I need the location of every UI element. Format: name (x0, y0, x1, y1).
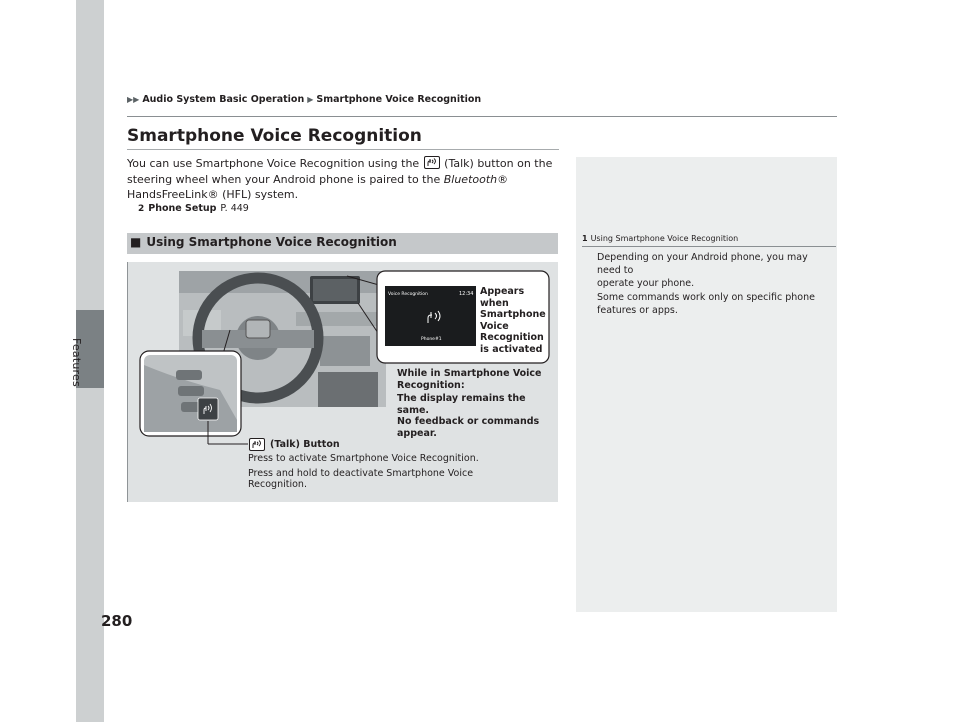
screen-caption: Phone#1 (421, 337, 442, 342)
intro-italic: Bluetooth (443, 172, 498, 186)
page-number: 280 (101, 612, 133, 630)
note-paragraph (597, 251, 832, 290)
callout-line: Recognition: (397, 379, 465, 391)
callout-appears (480, 286, 548, 355)
callout-line: Smartphone (480, 309, 546, 320)
callout-line: Press and hold to deactivate Smartphone Voice (248, 467, 474, 479)
chevron-right-icon: ▶▶ (127, 95, 140, 104)
climate-panel (320, 336, 370, 366)
honda-emblem (246, 320, 270, 338)
xref-page[interactable]: P. 449 (220, 203, 249, 214)
cross-reference-icon: 2 (138, 204, 145, 214)
note-title: Using Smartphone Voice Recognition (590, 234, 739, 243)
callout-line: The display remains the same. (397, 393, 526, 416)
note-paragraph (597, 291, 832, 317)
note-line: operate your phone. (597, 278, 695, 289)
xref-label[interactable]: Phone Setup (148, 203, 217, 214)
note-marker-icon: 1 (582, 234, 588, 243)
callout-line: Voice (480, 320, 509, 332)
talk-button-highlight[interactable] (198, 398, 218, 420)
note-rule (582, 246, 836, 247)
screen-time: 12:34 (459, 291, 474, 297)
callout-line: appear. (397, 427, 437, 439)
subsection-title-text: Using Smartphone Voice Recognition (146, 235, 397, 249)
talk-button-label: (Talk) Button (270, 438, 340, 450)
wheel-control-button (178, 386, 204, 396)
callout-line: is activated (480, 343, 543, 355)
callout-while-active (397, 368, 552, 439)
note-line: features or apps. (597, 305, 678, 316)
callout-line: Recognition. (248, 479, 307, 490)
callout-line: No feedback or commands (397, 416, 540, 427)
callout-line: Recognition (480, 332, 544, 343)
sidebar-note-box (576, 157, 837, 612)
center-display-screen (313, 279, 357, 301)
talk-icon (249, 438, 265, 451)
note-header (582, 234, 738, 243)
chevron-right-icon: ▶ (307, 95, 314, 104)
note-line: Depending on your Android phone, you may need to (597, 252, 808, 276)
center-console (318, 372, 378, 407)
callout-line: While in Smartphone Voice (397, 368, 542, 379)
callout-talk-button (248, 438, 548, 491)
subsection-bullet: ■ (130, 235, 142, 249)
wheel-control-button (176, 370, 202, 380)
intro-text: You can use Smartphone Voice Recognition using the (127, 157, 423, 170)
note-line: Some commands work only on specific phone (597, 292, 815, 303)
section-label: Features (70, 338, 83, 387)
screen-title: Voice Recognition (388, 292, 428, 297)
intro-text: ® HandsFreeLink® (HFL) system. (127, 172, 509, 201)
intro-text: (Talk) button on the steering wheel when your Android phone is paired to the (127, 157, 553, 186)
breadcrumb-item[interactable]: Audio System Basic Operation (142, 94, 305, 105)
callout-line: when (480, 297, 509, 309)
callout-line: Appears (480, 286, 525, 297)
breadcrumb-item[interactable]: Smartphone Voice Recognition (316, 94, 482, 105)
callout-line: Press to activate Smartphone Voice Recognition. (248, 453, 479, 464)
page-title: Smartphone Voice Recognition (127, 126, 422, 146)
